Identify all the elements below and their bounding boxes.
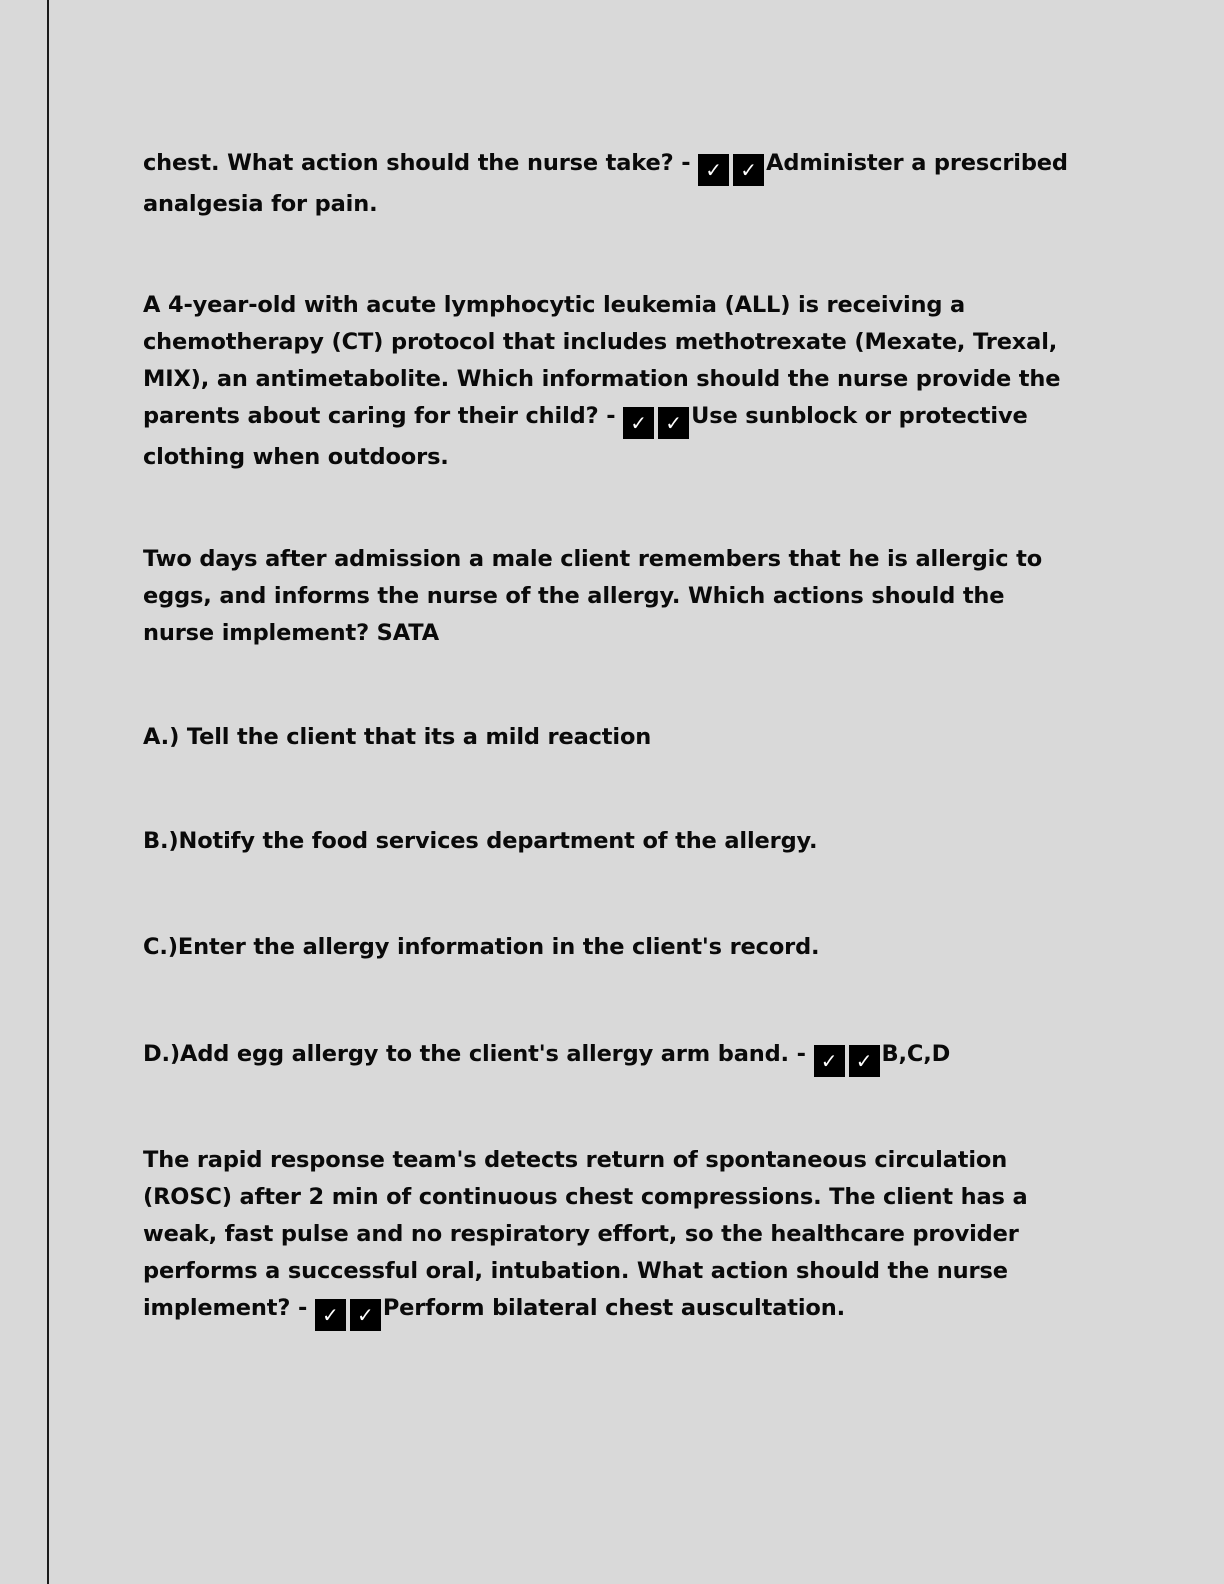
qa-item-4 <box>143 1142 1083 1331</box>
answer-text: Use sunblock or protective clothing when outdoors. <box>143 403 1028 470</box>
question-text: A 4-year-old with acute lymphocytic leukemia (ALL) is receiving a chemotherapy (CT) protocol that includes methotrexate (Mexate, Trexal, MIX), an antimetabolite. Which information should the nurse provide the parents about caring for their child? - <box>143 292 1061 429</box>
option-text: C.)Enter the allergy information in the client's record. <box>143 934 820 960</box>
option-a <box>143 719 1083 756</box>
option-text: A.) Tell the client that its a mild reaction <box>143 724 652 750</box>
checkmark-icon: ✓ <box>623 407 654 439</box>
qa-item-1 <box>143 145 1083 223</box>
qa-item-3 <box>143 541 1083 652</box>
option-c <box>143 929 1083 966</box>
option-b <box>143 823 1083 860</box>
option-text: B.)Notify the food services department of the allergy. <box>143 828 818 854</box>
checkmark-icon: ✓ <box>733 154 764 186</box>
checkmark-icon: ✓ <box>315 1299 346 1331</box>
option-d <box>143 1036 1083 1077</box>
answer-text: B,C,D <box>881 1041 951 1067</box>
checkmark-icon: ✓ <box>698 154 729 186</box>
qa-item-2 <box>143 287 1083 476</box>
page-margin-rule <box>47 0 49 1584</box>
checkmark-icon: ✓ <box>658 407 689 439</box>
checkmark-icon: ✓ <box>350 1299 381 1331</box>
checkmark-icon: ✓ <box>849 1045 880 1077</box>
checkmark-icon: ✓ <box>814 1045 845 1077</box>
question-text: The rapid response team's detects return of spontaneous circulation (ROSC) after 2 min of continuous chest compressions. The client has a weak, fast pulse and no respiratory effort, so the healthcare provider performs a successful oral, intubation. What action should the nurse implement? - <box>143 1147 1028 1321</box>
answer-text: Administer a prescribed analgesia for pain. <box>143 150 1068 217</box>
question-text: Two days after admission a male client remembers that he is allergic to eggs, and informs the nurse of the allergy. Which actions should the nurse implement? SATA <box>143 546 1042 646</box>
question-text: chest. What action should the nurse take? - <box>143 150 699 176</box>
answer-text: Perform bilateral chest auscultation. <box>382 1295 845 1321</box>
option-text: D.)Add egg allergy to the client's allergy arm band. - <box>143 1041 814 1067</box>
